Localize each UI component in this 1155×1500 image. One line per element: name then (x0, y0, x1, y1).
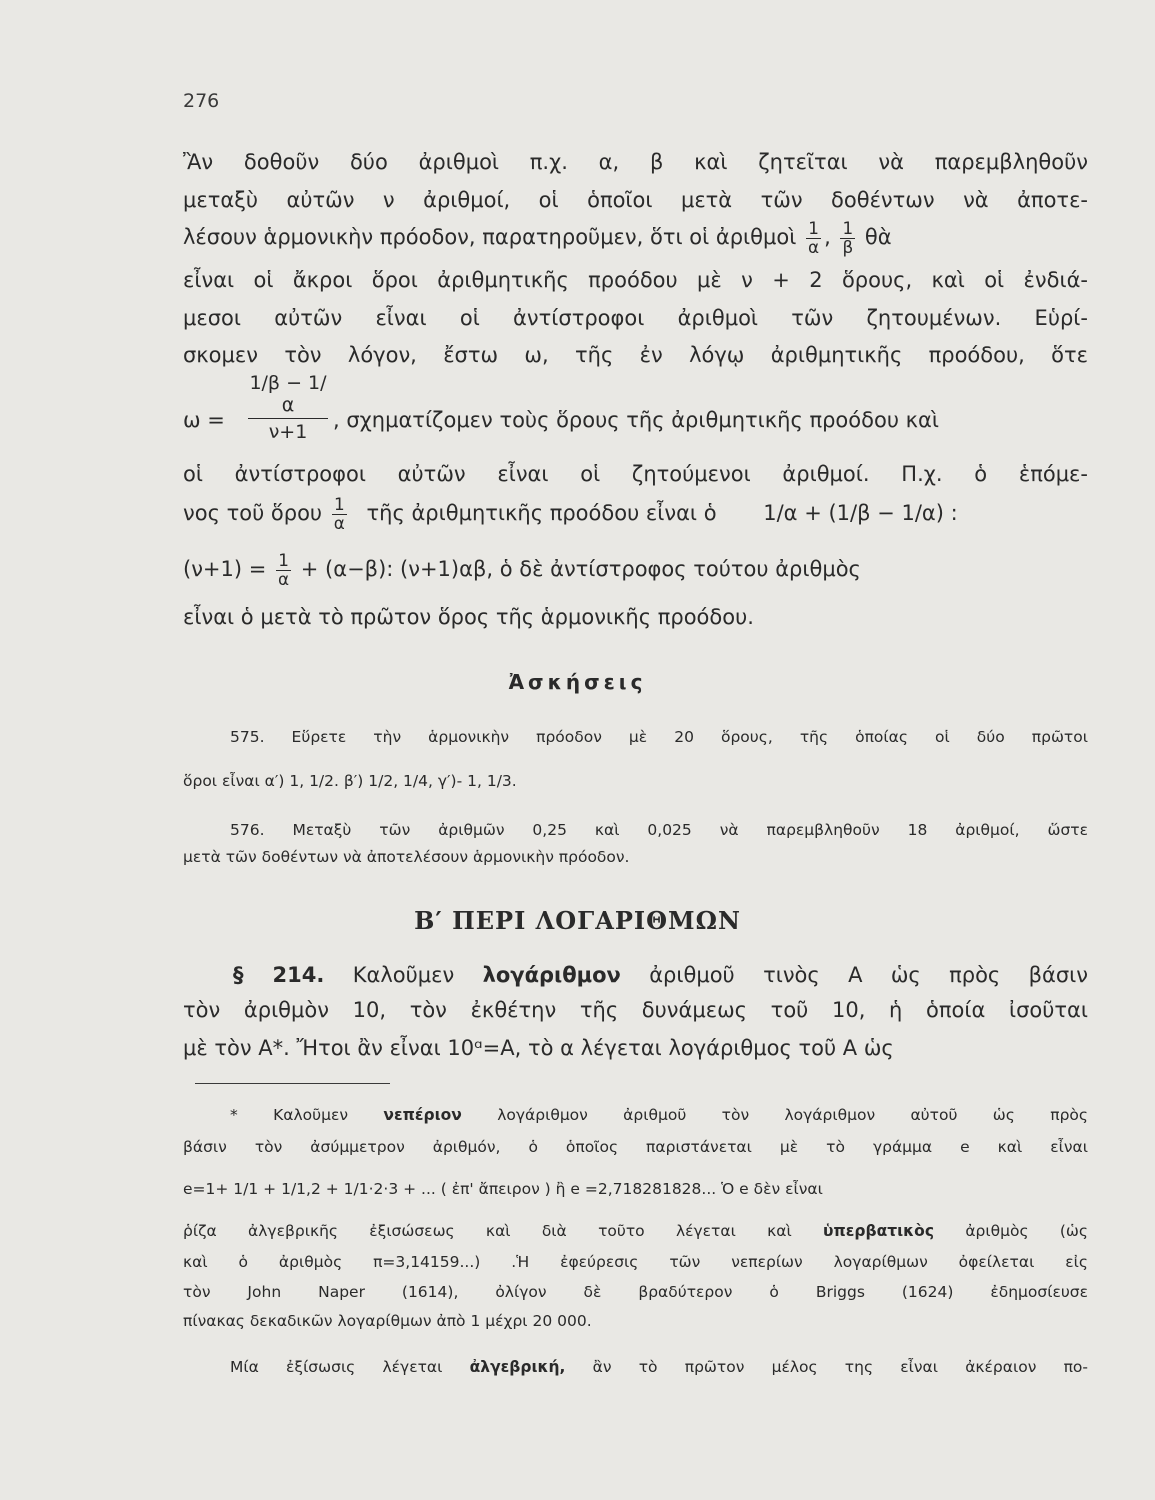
term-logarithm: λογάριθμον (482, 963, 621, 987)
frac-num: 1 (276, 552, 291, 571)
frac-num: 1 (332, 496, 347, 515)
para214-line1-b: ἀριθμοῦ τινὸς Α ὡς πρὸς βάσιν (649, 963, 1088, 987)
para1-line2: μεταξὺ αὐτῶν ν ἀριθμοί, οἱ ὁποῖοι μετὰ τῶν δοθέντων νὰ ἀποτε- (183, 188, 1088, 212)
para214-line2: τὸν ἀριθμὸν 10, τὸν ἐκθέτην τῆς δυνάμεως τοῦ 10, ἡ ὁποία ἰσοῦται (183, 998, 1088, 1022)
para1-line6: σκομεν τὸν λόγον, ἔστω ω, τῆς ἐν λόγῳ ἀριθμητικῆς προόδου, ὅτε (183, 343, 1088, 367)
fraction-1-over-alpha (806, 220, 821, 256)
para1-line5: μεσοι αὐτῶν εἶναι οἱ ἀντίστροφοι ἀριθμοὶ τῶν ζητουμένων. Εὑρί- (183, 306, 1088, 330)
omega-label: ω = (183, 408, 225, 432)
omega-numerator: 1/β − 1/α (248, 372, 328, 419)
omega-fraction (248, 372, 328, 443)
frac-den: α (808, 236, 820, 257)
term-neperian: νεπέριον (383, 1106, 462, 1124)
para1-line4: εἶναι οἱ ἄκροι ὅροι ἀριθμητικῆς προόδου μὲ ν + 2 ὅρους, καὶ οἱ ἐνδιά- (183, 268, 1088, 292)
footnote-line8-b: ἂν τὸ πρῶτον μέλος της εἶναι ἀκέραιον πο- (592, 1358, 1088, 1376)
para1-line9 (183, 496, 1088, 532)
para1-line11: εἶναι ὁ μετὰ τὸ πρῶτον ὅρος τῆς ἁρμονικῆς προόδου. (183, 605, 754, 629)
separator: , (824, 225, 831, 250)
para1-line3-end: θὰ (864, 225, 892, 250)
exercise-576-line2: μετὰ τῶν δοθέντων νὰ ἀποτελέσουν ἁρμονικὴν πρόοδον. (183, 848, 630, 866)
footnote-line1-a: * Καλοῦμεν (230, 1106, 349, 1124)
fraction-1-over-alpha (332, 496, 347, 532)
para1-line1: Ἂν δοθοῦν δύο ἀριθμοὶ π.χ. α, β καὶ ζητεῖται νὰ παρεμβληθοῦν (183, 150, 1088, 174)
para1-line9-mid: τῆς ἀριθμητικῆς προόδου εἶναι ὁ (366, 501, 717, 526)
footnote-line8 (230, 1358, 1088, 1376)
exercises-heading: Ἀσκήσεις (508, 670, 647, 694)
exercise-575-line1: 575. Εὕρετε τὴν ἁρμονικὴν πρόοδον μὲ 20 ὅρους, τῆς ὁποίας οἱ δύο πρῶτοι (230, 728, 1088, 746)
term-algebraic: ἀλγεβρική, (469, 1358, 566, 1376)
para1-line9-text: νος τοῦ ὅρου (183, 501, 323, 526)
para214-line1-a: Καλοῦμεν (352, 963, 455, 987)
para214-line3: μὲ τὸν Α*. Ἤτοι ἂν εἶναι 10ᵅ=Α, τὸ α λέγεται λογάριθμος τοῦ Α ὡς (183, 1036, 894, 1060)
footnote-line6: τὸν John Naper (1614), ὀλίγον δὲ βραδύτερον ὁ Briggs (1624) ἐδημοσίευσε (183, 1283, 1088, 1301)
fraction-1-over-beta (840, 220, 855, 256)
footnote-line7: πίνακας δεκαδικῶν λογαρίθμων ἀπὸ 1 μέχρι 20 000. (183, 1312, 592, 1330)
frac-den: α (333, 512, 345, 533)
frac-num: 1 (840, 220, 855, 239)
section-heading: Β′ ΠΕΡΙ ΛΟΓΑΡΙΘΜΩΝ (414, 906, 741, 935)
para1-line3-text: λέσουν ἁρμονικὴν πρόοδον, παρατηροῦμεν, ὅτι οἱ ἀριθμοὶ (183, 225, 797, 250)
omega-denominator: ν+1 (268, 421, 308, 443)
para1-line10 (183, 552, 1088, 588)
frac-den: α (278, 568, 290, 589)
para1-line8: οἱ ἀντίστροφοι αὐτῶν εἶναι οἱ ζητούμενοι ἀριθμοί. Π.χ. ὁ ἑπόμε- (183, 462, 1088, 486)
omega-formula (183, 372, 1088, 452)
footnote-line1-b: λογάριθμον ἀριθμοῦ τὸν λογάριθμον αὐτοῦ ὡς πρὸς (497, 1106, 1088, 1124)
footnote-line4-a: ῥίζα ἀλγεβρικῆς ἐξισώσεως καὶ διὰ τοῦτο λέγεται καὶ (183, 1222, 792, 1240)
footnote-line1 (230, 1106, 1088, 1124)
exercise-575-line2: ὅροι εἶναι α′) 1, 1/2. β′) 1/2, 1/4, γ′)- 1, 1/3. (183, 772, 517, 790)
footnote-line2: βάσιν τὸν ἀσύμμετρον ἀριθμόν, ὁ ὁποῖος παριστάνεται μὲ τὸ γράμμα e καὶ εἶναι (183, 1138, 1088, 1156)
page-number: 276 (183, 90, 220, 112)
para1-line3 (183, 220, 1088, 256)
footnote-line8-a: Μία ἐξίσωσις λέγεται (230, 1358, 443, 1376)
omega-rest-text: , σχηματίζομεν τοὺς ὅρους τῆς ἀριθμητικῆς προόδου καὶ (333, 408, 939, 432)
para1-line10-start: (ν+1) = (183, 557, 267, 582)
para1-line9-expr: 1/α + (1/β − 1/α) : (763, 501, 958, 526)
fraction-1-over-alpha (276, 552, 291, 588)
footnote-line4 (183, 1222, 1088, 1240)
section-number: § 214. (233, 963, 325, 987)
footnote-line3: e=1+ 1/1 + 1/1,2 + 1/1·2·3 + ... ( ἐπ' ἄπειρον ) ἢ e =2,718281828... Ὁ e δὲν εἶναι (183, 1180, 823, 1198)
footnote-line5: καὶ ὁ ἀριθμὸς π=3,14159...) .Ἡ ἐφεύρεσις τῶν νεπερίων λογαρίθμων ὀφείλεται εἰς (183, 1253, 1088, 1271)
footnote-line4-b: ἀριθμὸς (ὡς (965, 1222, 1088, 1240)
para214-line1 (233, 963, 1088, 987)
footnote-rule (195, 1083, 390, 1084)
para1-line10-rest: + (α−β): (ν+1)αβ, ὁ δὲ ἀντίστροφος τούτου ἀριθμὸς (300, 557, 861, 582)
frac-num: 1 (806, 220, 821, 239)
term-transcendental: ὑπερβατικὸς (823, 1222, 935, 1240)
frac-den: β (842, 236, 854, 257)
exercise-576-line1: 576. Μεταξὺ τῶν ἀριθμῶν 0,25 καὶ 0,025 νὰ παρεμβληθοῦν 18 ἀριθμοί, ὥστε (230, 821, 1088, 839)
